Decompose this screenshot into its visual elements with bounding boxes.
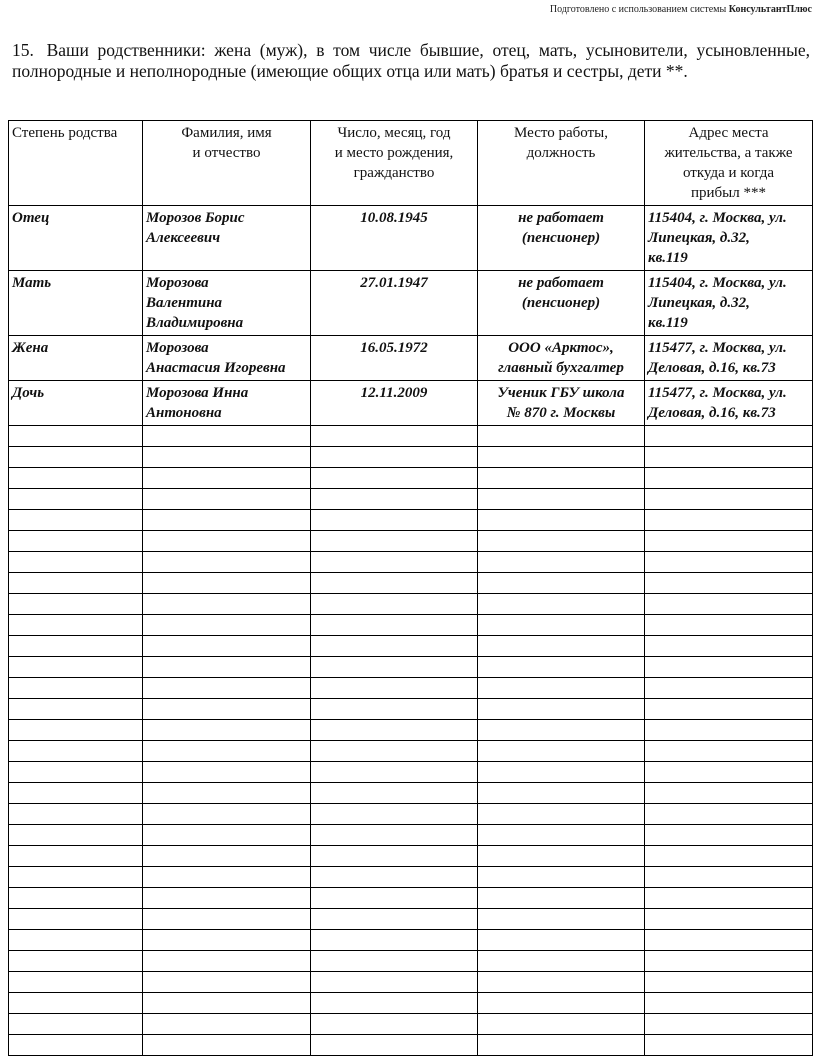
empty-row: [9, 552, 813, 573]
empty-cell: [311, 552, 478, 573]
empty-cell: [311, 930, 478, 951]
empty-cell: [311, 657, 478, 678]
empty-cell: [645, 972, 813, 993]
empty-cell: [645, 657, 813, 678]
empty-cell: [645, 741, 813, 762]
empty-cell: [311, 636, 478, 657]
empty-cell: [478, 552, 645, 573]
empty-cell: [645, 531, 813, 552]
cell-relation: Отец: [9, 206, 143, 271]
empty-cell: [478, 615, 645, 636]
empty-cell: [311, 972, 478, 993]
empty-cell: [311, 699, 478, 720]
empty-cell: [143, 573, 311, 594]
empty-cell: [143, 1014, 311, 1035]
header-note-prefix: Подготовлено с использованием системы: [549, 4, 727, 15]
cell-birth: 12.11.2009: [311, 381, 478, 426]
empty-row: [9, 1014, 813, 1035]
empty-cell: [9, 1014, 143, 1035]
relatives-table: [8, 120, 813, 1056]
empty-row: [9, 573, 813, 594]
empty-cell: [645, 804, 813, 825]
header-birth: Число, месяц, год и место рождения, гражданство: [311, 121, 478, 206]
empty-cell: [143, 468, 311, 489]
empty-row: [9, 468, 813, 489]
question-text: Ваши родственники: жена (муж), в том числе бывшие, отец, мать, усыновители, усыновленные, полнородные и неполнородные (имеющие общих отца или мать) братья и сестры, дети **.: [12, 40, 810, 81]
empty-cell: [478, 657, 645, 678]
empty-cell: [9, 678, 143, 699]
empty-cell: [143, 594, 311, 615]
empty-cell: [645, 552, 813, 573]
empty-cell: [478, 447, 645, 468]
empty-row: [9, 867, 813, 888]
cell-name: Морозова Валентина Владимировна: [143, 271, 311, 336]
cell-birth: 16.05.1972: [311, 336, 478, 381]
empty-cell: [478, 489, 645, 510]
empty-cell: [9, 825, 143, 846]
empty-cell: [143, 888, 311, 909]
cell-relation: Дочь: [9, 381, 143, 426]
empty-row: [9, 720, 813, 741]
cell-work: Ученик ГБУ школа № 870 г. Москвы: [478, 381, 645, 426]
empty-cell: [143, 993, 311, 1014]
empty-cell: [311, 678, 478, 699]
empty-cell: [645, 468, 813, 489]
empty-row: [9, 762, 813, 783]
empty-cell: [9, 846, 143, 867]
empty-cell: [478, 531, 645, 552]
empty-cell: [143, 531, 311, 552]
empty-cell: [143, 1035, 311, 1056]
empty-cell: [9, 657, 143, 678]
empty-cell: [645, 1035, 813, 1056]
empty-cell: [478, 678, 645, 699]
empty-cell: [645, 846, 813, 867]
empty-row: [9, 699, 813, 720]
empty-cell: [143, 930, 311, 951]
empty-cell: [645, 930, 813, 951]
cell-birth: 27.01.1947: [311, 271, 478, 336]
empty-cell: [143, 762, 311, 783]
empty-cell: [645, 783, 813, 804]
empty-cell: [143, 510, 311, 531]
empty-cell: [143, 951, 311, 972]
empty-cell: [9, 720, 143, 741]
empty-row: [9, 531, 813, 552]
empty-cell: [9, 615, 143, 636]
header-address: Адрес места жительства, а также откуда и когда прибыл ***: [645, 121, 813, 206]
empty-cell: [478, 909, 645, 930]
empty-cell: [311, 804, 478, 825]
empty-row: [9, 804, 813, 825]
empty-cell: [645, 678, 813, 699]
empty-cell: [645, 1014, 813, 1035]
empty-cell: [645, 447, 813, 468]
empty-cell: [311, 846, 478, 867]
empty-cell: [311, 951, 478, 972]
empty-cell: [9, 699, 143, 720]
table-row: [9, 381, 813, 426]
empty-row: [9, 741, 813, 762]
empty-cell: [143, 657, 311, 678]
empty-cell: [478, 1014, 645, 1035]
empty-cell: [9, 783, 143, 804]
question-number: 15.: [12, 40, 34, 60]
empty-cell: [645, 762, 813, 783]
empty-cell: [143, 720, 311, 741]
empty-cell: [311, 993, 478, 1014]
empty-cell: [311, 1035, 478, 1056]
empty-cell: [143, 636, 311, 657]
empty-cell: [311, 573, 478, 594]
empty-row: [9, 678, 813, 699]
empty-cell: [478, 993, 645, 1014]
empty-cell: [143, 804, 311, 825]
empty-cell: [311, 489, 478, 510]
empty-cell: [478, 783, 645, 804]
empty-cell: [143, 867, 311, 888]
header-name: Фамилия, имя и отчество: [143, 121, 311, 206]
empty-cell: [311, 447, 478, 468]
empty-cell: [143, 489, 311, 510]
empty-cell: [143, 846, 311, 867]
empty-cell: [311, 825, 478, 846]
empty-cell: [478, 426, 645, 447]
empty-cell: [311, 510, 478, 531]
empty-cell: [645, 825, 813, 846]
empty-cell: [143, 678, 311, 699]
cell-work: не работает (пенсионер): [478, 206, 645, 271]
cell-work: ООО «Арктос», главный бухгалтер: [478, 336, 645, 381]
empty-cell: [645, 636, 813, 657]
empty-cell: [478, 825, 645, 846]
empty-cell: [311, 468, 478, 489]
empty-cell: [645, 951, 813, 972]
empty-cell: [478, 510, 645, 531]
empty-cell: [478, 741, 645, 762]
cell-name: Морозов Борис Алексеевич: [143, 206, 311, 271]
empty-cell: [645, 426, 813, 447]
empty-cell: [9, 867, 143, 888]
cell-address: 115477, г. Москва, ул. Деловая, д.16, кв.73: [645, 336, 813, 381]
empty-row: [9, 972, 813, 993]
empty-cell: [143, 615, 311, 636]
empty-row: [9, 888, 813, 909]
empty-cell: [311, 888, 478, 909]
empty-row: [9, 825, 813, 846]
empty-row: [9, 594, 813, 615]
empty-cell: [9, 552, 143, 573]
empty-cell: [478, 804, 645, 825]
empty-cell: [478, 951, 645, 972]
empty-cell: [143, 552, 311, 573]
empty-cell: [645, 615, 813, 636]
empty-cell: [478, 636, 645, 657]
table-header-row: [9, 121, 813, 206]
empty-cell: [478, 972, 645, 993]
empty-cell: [143, 909, 311, 930]
empty-cell: [645, 888, 813, 909]
empty-cell: [645, 720, 813, 741]
cell-address: 115404, г. Москва, ул. Липецкая, д.32, кв.119: [645, 271, 813, 336]
cell-work: не работает (пенсионер): [478, 271, 645, 336]
empty-cell: [9, 972, 143, 993]
empty-cell: [143, 741, 311, 762]
empty-cell: [143, 783, 311, 804]
empty-row: [9, 657, 813, 678]
empty-row: [9, 909, 813, 930]
empty-cell: [9, 909, 143, 930]
empty-cell: [478, 762, 645, 783]
empty-cell: [645, 867, 813, 888]
empty-cell: [9, 636, 143, 657]
empty-cell: [478, 930, 645, 951]
empty-cell: [9, 741, 143, 762]
empty-cell: [9, 510, 143, 531]
cell-name: Морозова Инна Антоновна: [143, 381, 311, 426]
empty-cell: [9, 888, 143, 909]
header-relation: Степень родства: [9, 121, 143, 206]
cell-name: Морозова Анастасия Игоревна: [143, 336, 311, 381]
cell-relation: Мать: [9, 271, 143, 336]
empty-cell: [311, 594, 478, 615]
empty-row: [9, 447, 813, 468]
empty-cell: [143, 447, 311, 468]
empty-cell: [311, 741, 478, 762]
empty-cell: [478, 594, 645, 615]
empty-cell: [645, 993, 813, 1014]
empty-cell: [311, 615, 478, 636]
empty-row: [9, 426, 813, 447]
empty-row: [9, 636, 813, 657]
empty-row: [9, 783, 813, 804]
empty-cell: [311, 426, 478, 447]
empty-cell: [9, 1035, 143, 1056]
empty-cell: [311, 762, 478, 783]
table-row: [9, 336, 813, 381]
header-note: [550, 4, 812, 16]
empty-cell: [9, 531, 143, 552]
empty-cell: [143, 972, 311, 993]
header-note-brand: КонсультантПлюс: [728, 4, 812, 15]
empty-cell: [311, 1014, 478, 1035]
empty-cell: [311, 720, 478, 741]
cell-relation: Жена: [9, 336, 143, 381]
empty-cell: [9, 447, 143, 468]
table-row: [9, 206, 813, 271]
empty-cell: [311, 783, 478, 804]
empty-row: [9, 846, 813, 867]
empty-cell: [478, 867, 645, 888]
empty-cell: [478, 846, 645, 867]
empty-row: [9, 993, 813, 1014]
header-work: Место работы, должность: [478, 121, 645, 206]
empty-cell: [645, 489, 813, 510]
table-row: [9, 271, 813, 336]
empty-cell: [478, 468, 645, 489]
empty-row: [9, 1035, 813, 1056]
empty-cell: [645, 510, 813, 531]
empty-cell: [311, 867, 478, 888]
empty-cell: [478, 573, 645, 594]
empty-row: [9, 951, 813, 972]
empty-row: [9, 489, 813, 510]
empty-cell: [645, 699, 813, 720]
empty-cell: [9, 951, 143, 972]
empty-cell: [478, 888, 645, 909]
empty-cell: [9, 993, 143, 1014]
empty-cell: [311, 531, 478, 552]
empty-cell: [143, 699, 311, 720]
empty-cell: [478, 720, 645, 741]
empty-cell: [9, 468, 143, 489]
empty-cell: [645, 594, 813, 615]
empty-row: [9, 930, 813, 951]
empty-cell: [478, 1035, 645, 1056]
cell-address: 115477, г. Москва, ул. Деловая, д.16, кв.73: [645, 381, 813, 426]
empty-row: [9, 615, 813, 636]
empty-cell: [143, 426, 311, 447]
empty-cell: [478, 699, 645, 720]
empty-cell: [9, 804, 143, 825]
empty-cell: [143, 825, 311, 846]
empty-row: [9, 510, 813, 531]
empty-cell: [9, 594, 143, 615]
empty-cell: [645, 573, 813, 594]
empty-cell: [311, 909, 478, 930]
empty-cell: [9, 489, 143, 510]
empty-cell: [645, 909, 813, 930]
cell-address: 115404, г. Москва, ул. Липецкая, д.32, кв.119: [645, 206, 813, 271]
cell-birth: 10.08.1945: [311, 206, 478, 271]
empty-cell: [9, 930, 143, 951]
question-block: [12, 40, 810, 82]
empty-cell: [9, 573, 143, 594]
empty-cell: [9, 426, 143, 447]
empty-cell: [9, 762, 143, 783]
